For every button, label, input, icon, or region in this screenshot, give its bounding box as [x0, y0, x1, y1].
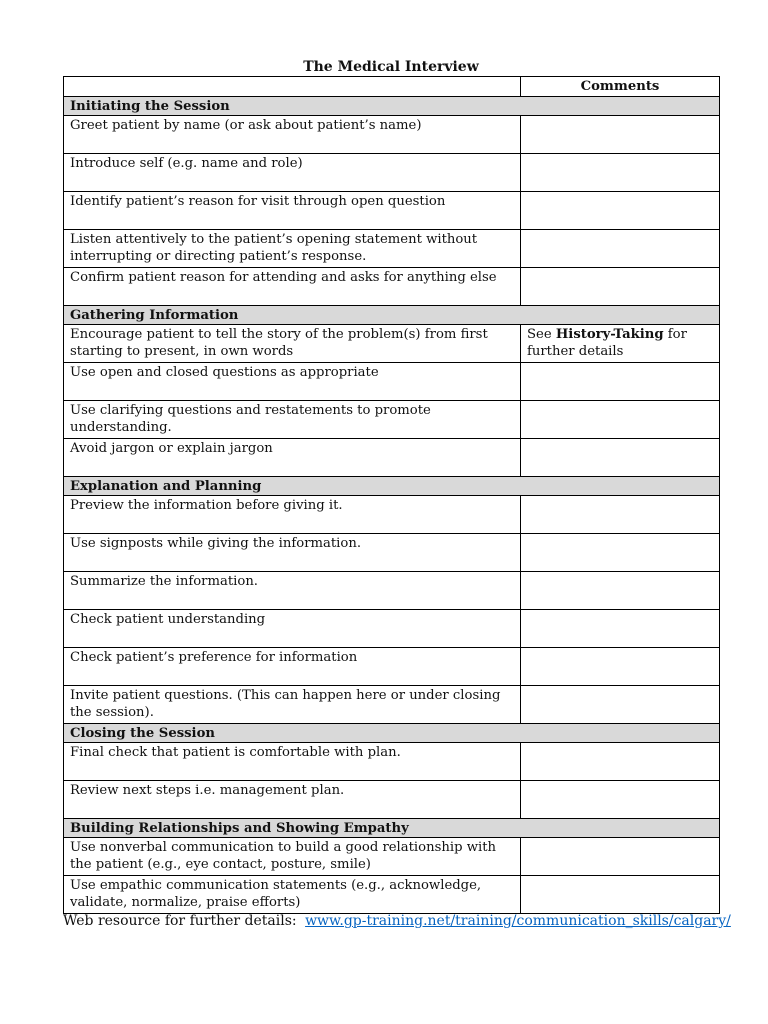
header-blank-cell	[64, 77, 521, 97]
section-row-closing-session	[64, 724, 720, 743]
table-row	[64, 154, 720, 192]
table-row	[64, 496, 720, 534]
item-text: Greet patient by name (or ask about patient’s name)	[64, 116, 521, 154]
section-heading: Explanation and Planning	[64, 477, 720, 496]
table-row	[64, 610, 720, 648]
table-row	[64, 743, 720, 781]
table-row	[64, 192, 720, 230]
item-text: Use empathic communication statements (e.g., acknowledge, validate, normalize, praise efforts)	[64, 876, 521, 914]
item-text: Listen attentively to the patient’s opening statement without interrupting or directing patient’s response.	[64, 230, 521, 268]
table-row	[64, 363, 720, 401]
section-row-explanation-planning	[64, 477, 720, 496]
section-heading: Closing the Session	[64, 724, 720, 743]
comment-cell[interactable]	[521, 876, 720, 914]
comment-cell[interactable]	[521, 743, 720, 781]
section-row-building-relationships	[64, 819, 720, 838]
table-row	[64, 781, 720, 819]
item-text: Invite patient questions. (This can happen here or under closing the session).	[64, 686, 521, 724]
comments-header: Comments	[521, 77, 720, 97]
table-header-row	[64, 77, 720, 97]
web-resource-link[interactable]: www.gp-training.net/training/communication_skills/calgary/	[305, 913, 731, 929]
item-text: Use signposts while giving the information.	[64, 534, 521, 572]
table-row	[64, 572, 720, 610]
section-heading: Gathering Information	[64, 306, 720, 325]
table-row	[64, 268, 720, 306]
table-row	[64, 686, 720, 724]
table-row	[64, 401, 720, 439]
footer-label: Web resource for further details:	[63, 913, 297, 929]
item-text: Encourage patient to tell the story of the problem(s) from first starting to present, in own words	[64, 325, 521, 363]
item-text: Check patient’s preference for information	[64, 648, 521, 686]
comment-cell[interactable]	[521, 572, 720, 610]
comment-cell[interactable]	[521, 401, 720, 439]
item-text: Check patient understanding	[64, 610, 521, 648]
item-text: Introduce self (e.g. name and role)	[64, 154, 521, 192]
comment-suffix: for further details	[527, 327, 687, 359]
item-text: Use clarifying questions and restatements to promote understanding.	[64, 401, 521, 439]
section-row-gathering-information	[64, 306, 720, 325]
table-row	[64, 325, 720, 363]
comment-cell[interactable]	[521, 192, 720, 230]
comment-cell[interactable]	[521, 154, 720, 192]
item-text: Summarize the information.	[64, 572, 521, 610]
item-text: Final check that patient is comfortable with plan.	[64, 743, 521, 781]
comment-cell[interactable]	[521, 325, 720, 363]
item-text: Use open and closed questions as appropriate	[64, 363, 521, 401]
section-row-initiating-session	[64, 97, 720, 116]
comment-cell[interactable]	[521, 534, 720, 572]
table-row	[64, 534, 720, 572]
item-text: Preview the information before giving it.	[64, 496, 521, 534]
item-text: Avoid jargon or explain jargon	[64, 439, 521, 477]
item-text: Use nonverbal communication to build a good relationship with the patient (e.g., eye contact, posture, smile)	[64, 838, 521, 876]
comment-cell[interactable]	[521, 230, 720, 268]
table-row	[64, 648, 720, 686]
item-text: Review next steps i.e. management plan.	[64, 781, 521, 819]
section-heading: Building Relationships and Showing Empathy	[64, 819, 720, 838]
page-title: The Medical Interview	[303, 59, 479, 75]
comment-cell[interactable]	[521, 268, 720, 306]
comment-prefix: See	[527, 327, 556, 342]
table-row	[64, 439, 720, 477]
table-row	[64, 876, 720, 914]
comment-cell[interactable]	[521, 781, 720, 819]
item-text: Confirm patient reason for attending and asks for anything else	[64, 268, 521, 306]
item-text: Identify patient’s reason for visit through open question	[64, 192, 521, 230]
comment-cell[interactable]	[521, 496, 720, 534]
comment-cell[interactable]	[521, 648, 720, 686]
comment-cell[interactable]	[521, 439, 720, 477]
comment-cell[interactable]	[521, 363, 720, 401]
comment-cell[interactable]	[521, 838, 720, 876]
comment-cell[interactable]	[521, 116, 720, 154]
footer-resource	[63, 911, 731, 931]
comment-cell[interactable]	[521, 610, 720, 648]
history-taking-reference: History-Taking	[555, 327, 664, 342]
comment-cell[interactable]	[521, 686, 720, 724]
interview-checklist-table	[63, 76, 720, 914]
table-row	[64, 230, 720, 268]
section-heading: Initiating the Session	[64, 97, 720, 116]
table-row	[64, 116, 720, 154]
table-row	[64, 838, 720, 876]
